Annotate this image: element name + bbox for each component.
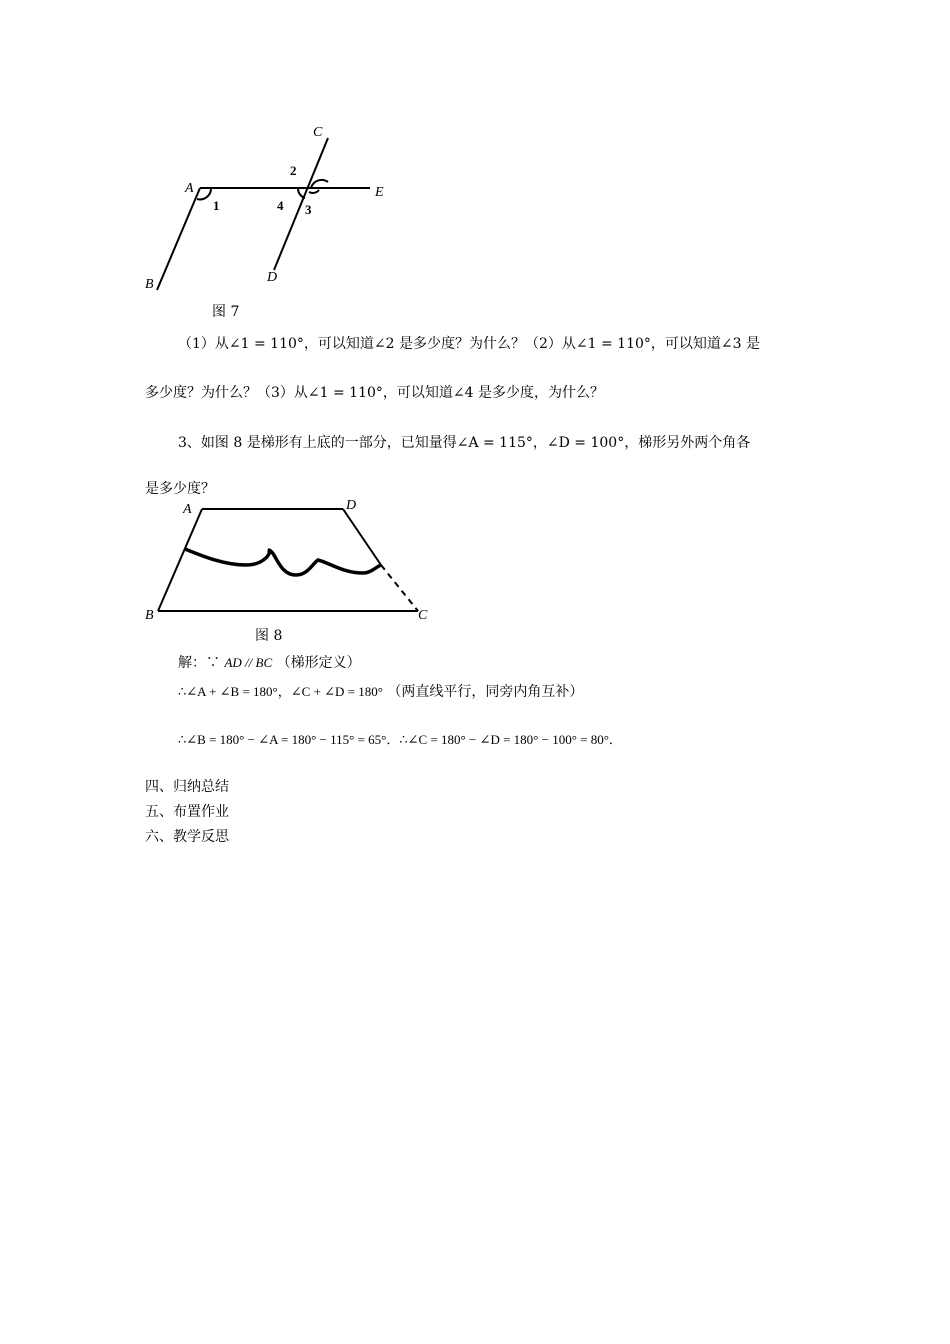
label-c: C <box>418 608 428 623</box>
solution-supplementary: ∴∠A + ∠B = 180°，∠C + ∠D = 180° <box>178 684 383 699</box>
solution-reason-1: （梯形定义） <box>276 655 361 671</box>
label-c: C <box>313 125 323 140</box>
line-ab <box>157 188 200 290</box>
solution-line-1 <box>178 652 361 672</box>
angle-3-arc <box>309 190 319 193</box>
figure-8-diagram <box>138 495 438 625</box>
solution-line-2 <box>178 681 583 701</box>
label-angle-4: 4 <box>277 198 284 213</box>
figure-7-caption: 图 7 <box>212 304 240 320</box>
section-summary: 四、归纳总结 <box>145 779 229 795</box>
label-e: E <box>375 185 384 200</box>
label-angle-1: 1 <box>213 198 220 213</box>
label-angle-3: 3 <box>305 202 312 217</box>
torn-edge-curve <box>185 549 381 575</box>
solution-parallel: AD // BC <box>224 655 273 670</box>
label-b: B <box>145 608 154 623</box>
solution-prefix: 解：∵ <box>178 655 220 671</box>
label-a: A <box>183 502 192 517</box>
figure-8-caption: 图 8 <box>255 628 283 644</box>
side-ab <box>158 509 202 611</box>
section-reflection: 六、教学反思 <box>145 829 229 845</box>
label-b: B <box>145 277 154 292</box>
side-dc-dashed <box>381 565 418 611</box>
label-d: D <box>267 270 278 285</box>
label-angle-2: 2 <box>290 163 297 178</box>
solution-line-3: ∴∠B = 180° − ∠A = 180° − 115° = 65°．∴∠C = 180° − ∠D = 180° − 100° = 80°． <box>178 732 622 747</box>
section-homework: 五、布置作业 <box>145 804 229 820</box>
label-d: D <box>346 498 357 513</box>
problem-3-line-2: 是多少度？ <box>145 481 215 497</box>
problem-3-line-1: 3、如图 8 是梯形有上底的一部分，已知量得∠A = 115°，∠D = 100°，梯形另外两个角各 <box>178 435 751 451</box>
figure-7-diagram <box>135 118 405 298</box>
label-a: A <box>185 181 194 196</box>
side-dc <box>343 509 381 565</box>
question-line-1: （1）从∠1 = 110°，可以知道∠2 是多少度？为什么？（2）从∠1 = 110°，可以知道∠3 是 <box>178 336 760 352</box>
question-line-2: 多少度？为什么？（3）从∠1 = 110°，可以知道∠4 是多少度，为什么？ <box>145 385 604 401</box>
solution-reason-2: （两直线平行，同旁内角互补） <box>387 684 584 700</box>
angle-4-arc <box>298 189 305 198</box>
angle-2-arc <box>311 180 328 188</box>
